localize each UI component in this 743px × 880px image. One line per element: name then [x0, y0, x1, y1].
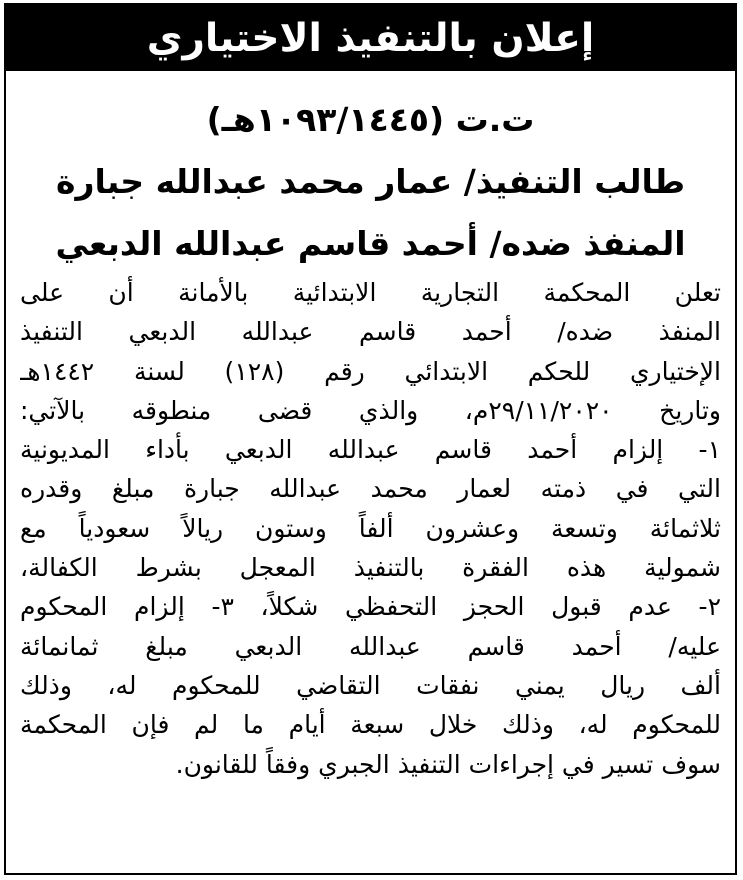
body-line: شمولية هذه الفقرة بالتنفيذ المعجل بشرط الكفالة، — [20, 553, 721, 583]
notice-body — [20, 273, 721, 784]
body-line: عليه/ أحمد قاسم عبدالله الدبعي مبلغ ثمانمائة — [20, 631, 721, 661]
body-line: ١- إلزام أحمد قاسم عبدالله الدبعي بأداء المديونية — [20, 435, 721, 465]
body-line: ألف ريال يمني نفقات التقاضي للمحكوم له، وذلك — [20, 670, 721, 700]
body-line: وتاريخ ٢٩/١١/٢٠٢٠م، والذي قضى منطوقه بالآتي: — [20, 395, 721, 425]
body-line: تعلن المحكمة التجارية الابتدائية بالأمانة أن على — [20, 278, 721, 307]
court-notice — [4, 3, 737, 875]
notice-title: إعلان بالتنفيذ الاختياري — [146, 15, 595, 61]
body-line: ٢- عدم قبول الحجز التحفظي شكلاً، ٣- إلزام المحكوم — [20, 592, 721, 622]
body-line: للمحكوم له، وذلك خلال سبعة أيام ما لم فإن المحكمة — [20, 710, 721, 740]
body-line: التي في ذمته لعمار محمد عبدالله جبارة مبلغ وقدره — [20, 474, 721, 504]
body-line: المنفذ ضده/ أحمد قاسم عبدالله الدبعي التنفيذ — [20, 317, 721, 347]
body-line: سوف تسير في إجراءات التنفيذ الجبري وفقاً للقانون. — [175, 749, 721, 779]
case-number: ت.ت (١٠٩٣/١٤٤٥هـ) — [206, 100, 535, 139]
title-bar — [6, 5, 735, 71]
body-line: الإختياري للحكم الابتدائي رقم (١٢٨) لسنة ١٤٤٢هـ — [20, 356, 721, 386]
body-line: ثلاثمائة وتسعة وعشرون ألفاً وستون ريالاً سعودياً مع — [20, 513, 721, 543]
applicant-line: طالب التنفيذ/ عمار محمد عبدالله جبارة — [55, 162, 686, 201]
notice-header — [12, 89, 729, 275]
respondent-line: المنفذ ضده/ أحمد قاسم عبدالله الدبعي — [55, 224, 686, 263]
